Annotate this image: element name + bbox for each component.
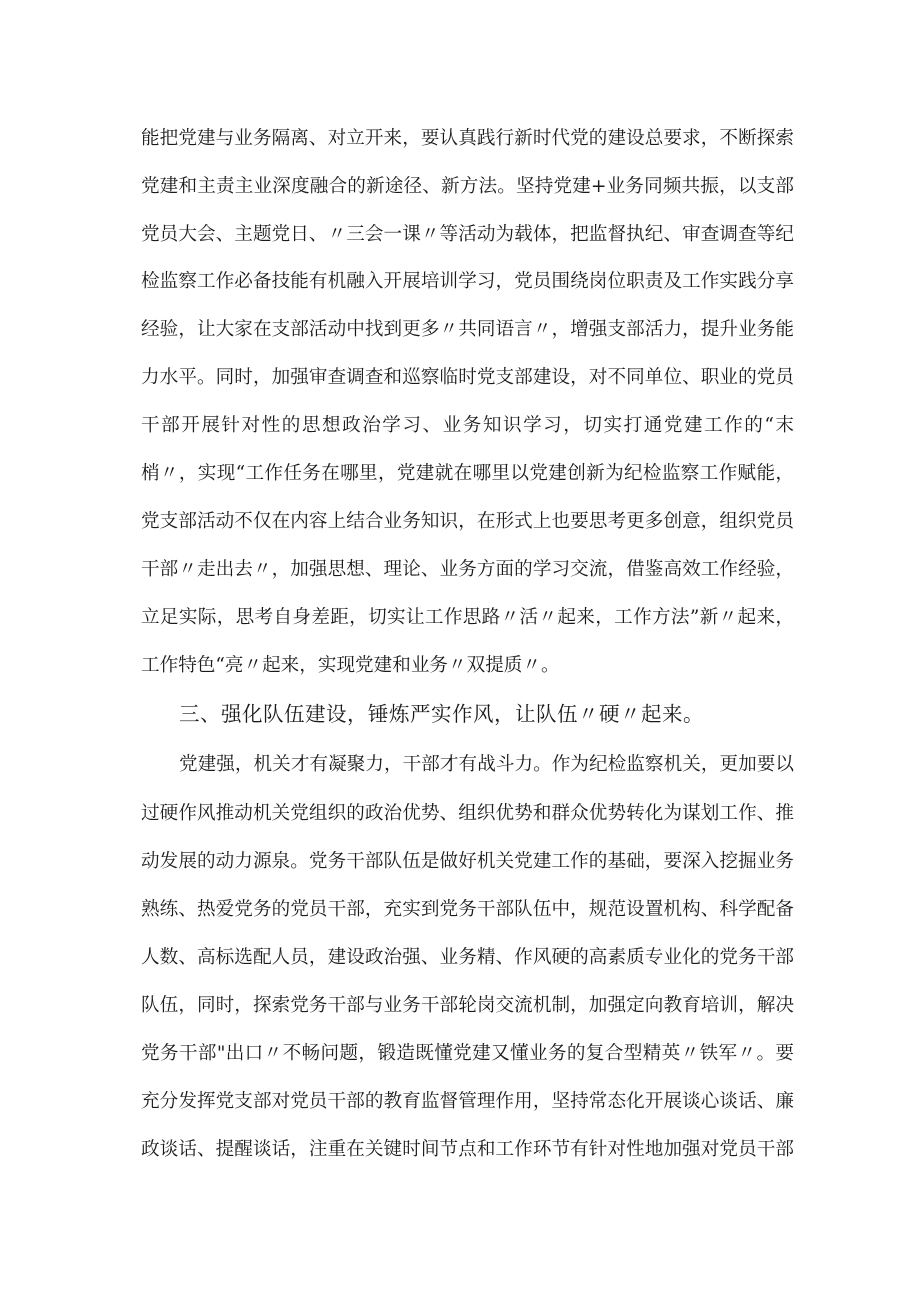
section-heading: 三、强化队伍建设，锤炼严实作风，让队伍〃硬〃起来。 xyxy=(179,702,704,726)
text-line: 党建和主责主业深度融合的新途径、新方法。坚持党建+业务同频共振，以支部 xyxy=(141,176,794,197)
text-line: 党建强，机关才有凝聚力，干部才有战斗力。作为纪检监察机关，更加要以 xyxy=(179,754,794,775)
text-line: 动发展的动力源泉。党务干部队伍是做好机关党建工作的基础，要深入挖掘业务 xyxy=(141,851,794,872)
text-line: 能把党建与业务隔离、对立开来，要认真践行新时代党的建设总要求，不断探索 xyxy=(141,128,794,149)
text-line: 充分发挥党支部对党员干部的教育监督管理作用，坚持常态化开展谈心谈话、廉 xyxy=(141,1091,794,1112)
text-line: 经验，让大家在支部活动中找到更多〃共同语言〃，增强支部活力，提升业务能 xyxy=(141,319,794,340)
text-line: 过硬作风推动机关党组织的政治优势、组织优势和群众优势转化为谋划工作、推 xyxy=(141,803,794,824)
text-line: 党务干部"出口〃不畅问题，锻造既懂党建又懂业务的复合型精英〃铁军〃。要 xyxy=(141,1043,794,1064)
text-line: 梢〃，实现“工作任务在哪里，党建就在哪里以党建创新为纪检监察工作赋能， xyxy=(141,463,794,484)
text-line: 工作特色“亮〃起来，实现党建和业务〃双提质〃。 xyxy=(141,655,560,676)
text-line: 党支部活动不仅在内容上结合业务知识，在形式上也要思考更多创意，组织党员 xyxy=(141,511,794,532)
text-line: 熟练、热爱党务的党员干部，充实到党务干部队伍中，规范设置机构、科学配备 xyxy=(141,899,794,920)
text-line: 立足实际，思考自身差距，切实让工作思路〃活〃起来，工作方法”新〃起来， xyxy=(141,607,794,628)
text-line: 力水平。同时，加强审查调查和巡察临时党支部建设，对不同单位、职业的党员 xyxy=(141,367,794,388)
text-line: 干部开展针对性的思想政治学习、业务知识学习，切实打通党建工作的“末 xyxy=(141,415,794,436)
text-line: 队伍，同时，探索党务干部与业务干部轮岗交流机制，加强定向教育培训，解决 xyxy=(141,995,794,1016)
text-line: 检监察工作必备技能有机融入开展培训学习，党员围绕岗位职责及工作实践分享 xyxy=(141,271,794,292)
text-line: 政谈话、提醒谈话，注重在关键时间节点和工作环节有针对性地加强对党员干部 xyxy=(141,1139,794,1160)
text-line: 党员大会、主题党日、〃三会一课〃等活动为载体，把监督执纪、审查调查等纪 xyxy=(141,224,794,245)
text-line: 人数、高标选配人员，建设政治强、业务精、作风硬的高素质专业化的党务干部 xyxy=(141,947,794,968)
text-line: 干部〃走出去〃，加强思想、理论、业务方面的学习交流，借鉴高效工作经验， xyxy=(141,559,794,580)
